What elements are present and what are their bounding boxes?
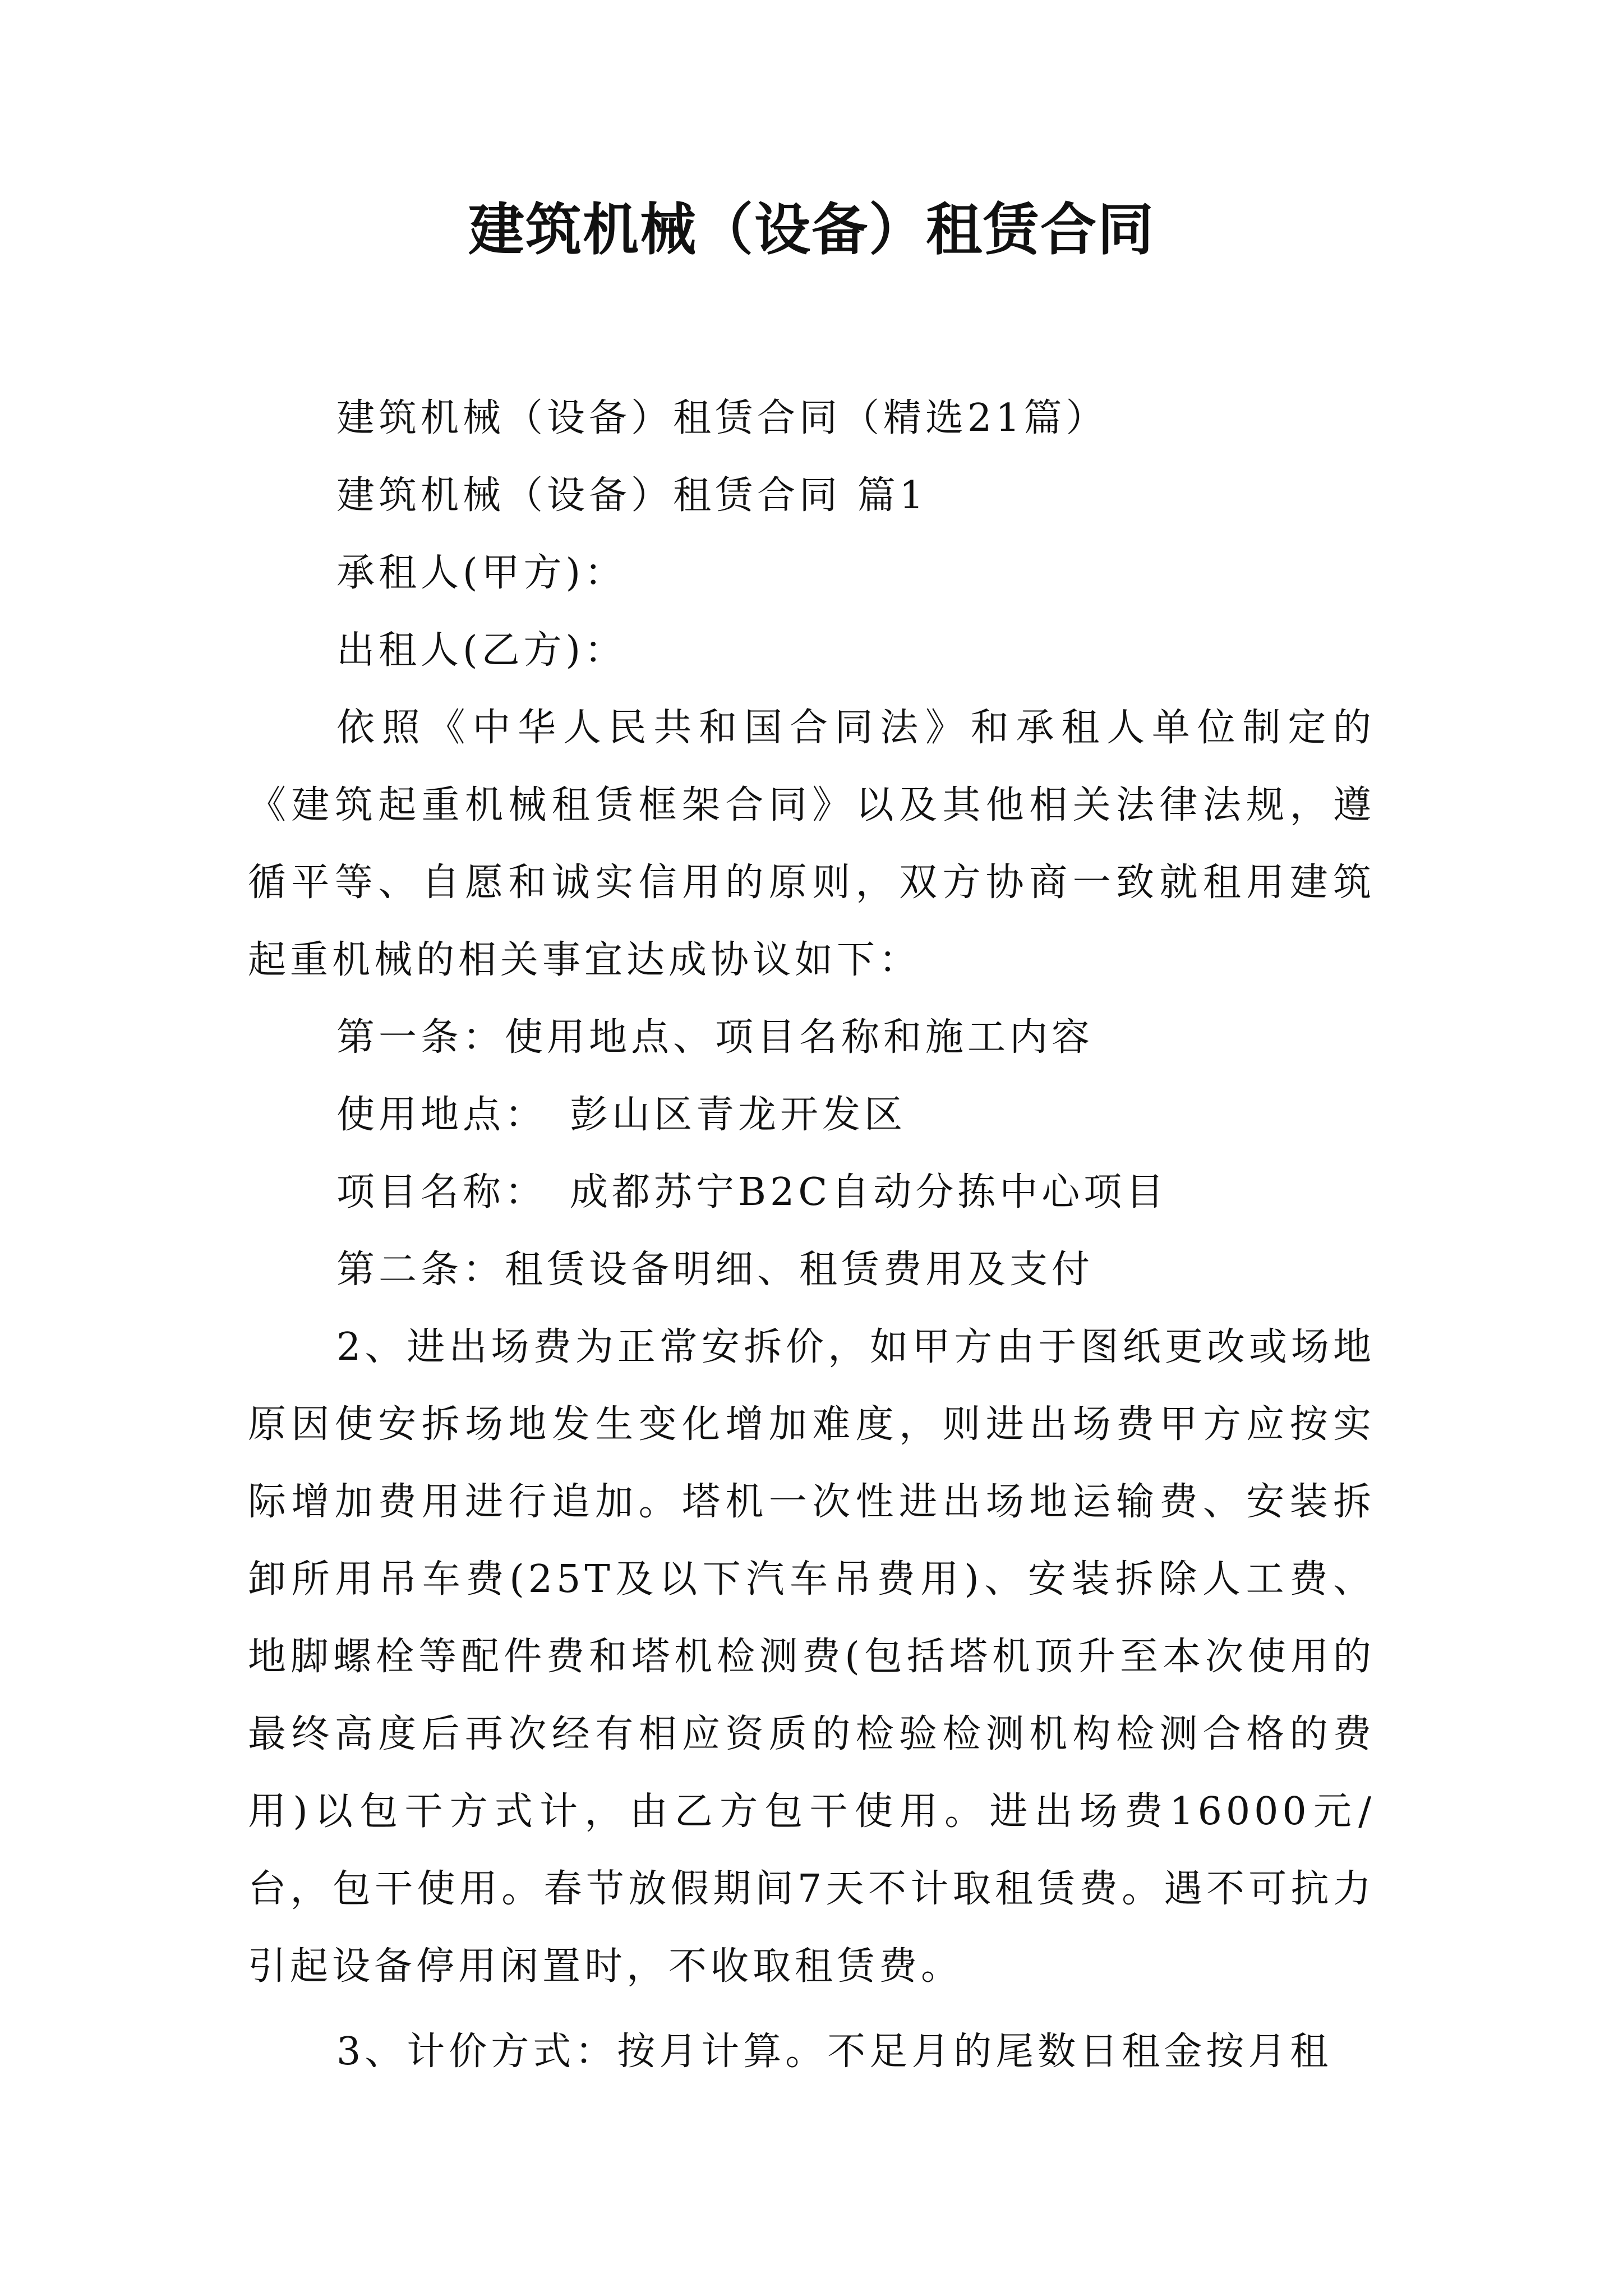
document-title: 建筑机械（设备）租赁合同 [468,197,1155,263]
document-body [248,380,1375,2091]
usage-location-line: 使用地点： 彭山区青龙开发区 [336,1093,907,1137]
project-name-line: 项目名称： 成都苏宁B2C自动分拣中心项目 [336,1170,1168,1214]
lessee-line: 承租人(甲方)： [336,551,627,595]
subtitle-paragraph: 建筑机械（设备）租赁合同（精选21篇） [336,396,1108,440]
section-heading: 建筑机械（设备）租赁合同 篇1 [336,473,928,518]
lessor-line: 出租人(乙方)： [336,628,627,673]
preamble-paragraph: 依照《中华人民共和国合同法》和承租人单位制定的《建筑起重机械租赁框架合同》以及其他相关法律法规，遵循平等、自愿和诚实信用的原则，双方协商一致就租用建筑起重机械的相关事宜达成协议如下： [248,706,1375,982]
clause-3-paragraph: 3、计价方式：按月计算。不足月的尾数日租金按月租 [336,2030,1332,2074]
clause-2-paragraph: 2、进出场费为正常安拆价，如甲方由于图纸更改或场地原因使安拆场地发生变化增加难度，则进出场费甲方应按实际增加费用进行追加。塔机一次性进出场地运输费、安装拆卸所用吊车费(25T及以下汽车吊费用)、安装拆除人工费、地脚螺栓等配件费和塔机检测费(包括塔机顶升至本次使用的最终高度后再次经有相应资质的检验检测机构检测合格的费用)以包干方式计，由乙方包干使用。进出场费16000元/台，包干使用。春节放假期间7天不计取租赁费。遇不可抗力引起设备停用闲置时，不收取租赁费。 [248,1325,1376,1989]
article-1-heading: 第一条：使用地点、项目名称和施工内容 [336,1015,1094,1060]
article-2-heading: 第二条：租赁设备明细、租赁费用及支付 [336,1248,1094,1292]
